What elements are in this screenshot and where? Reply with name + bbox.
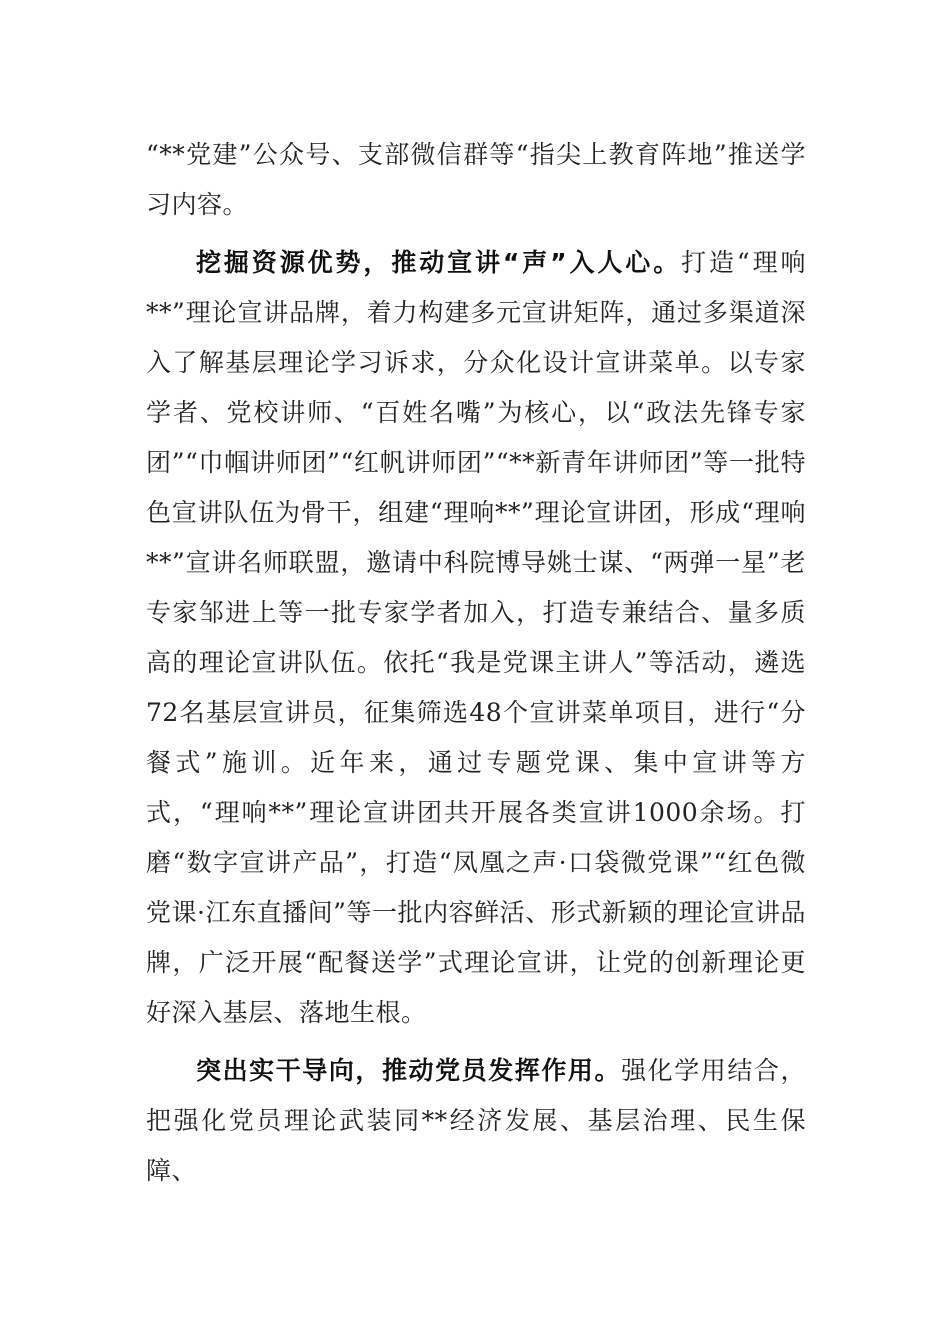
paragraph-continuation bbox=[146, 130, 806, 230]
paragraph-practical-orientation bbox=[146, 1046, 806, 1196]
paragraph-resource-advantage bbox=[146, 238, 806, 1038]
paragraph-lead: 挖掘资源优势，推动宣讲“声”入人心。 bbox=[196, 248, 682, 277]
paragraph-body: “**党建”公众号、支部微信群等“指尖上教育阵地”推送学习内容。 bbox=[146, 140, 807, 219]
paragraph-body: 强化学用结合，把强化党员理论武装同**经济发展、基层治理、民生保障、 bbox=[146, 1056, 806, 1185]
paragraph-lead: 突出实干导向，推动党员发挥作用。 bbox=[196, 1056, 622, 1085]
paragraph-body: 打造“理响**”理论宣讲品牌，着力构建多元宣讲矩阵，通过多渠道深入了解基层理论学习诉求，分众化设计宣讲菜单。以专家学者、党校讲师、“百姓名嘴”为核心，以“政法先锋专家团”“巾帼讲师团”“红帆讲师团”“**新青年讲师团”等一批特色宣讲队伍为骨干，组建“理响**”理论宣讲团，形成“理响**”宣讲名师联盟，邀请中科院博导姚士谋、“两弹一星”老专家邹进上等一批专家学者加入，打造专兼结合、量多质高的理论宣讲队伍。依托“我是党课主讲人”等活动，遴选72名基层宣讲员，征集筛选48个宣讲菜单项目，进行“分餐式”施训。近年来，通过专题党课、集中宣讲等方式，“理响**”理论宣讲团共开展各类宣讲1000余场。打磨“数字宣讲产品”，打造“凤凰之声·口袋微党课”“红色微党课·江东直播间”等一批内容鲜活、形式新颖的理论宣讲品牌，广泛开展“配餐送学”式理论宣讲，让党的创新理论更好深入基层、落地生根。 bbox=[146, 248, 806, 1027]
document-body bbox=[146, 130, 806, 1204]
